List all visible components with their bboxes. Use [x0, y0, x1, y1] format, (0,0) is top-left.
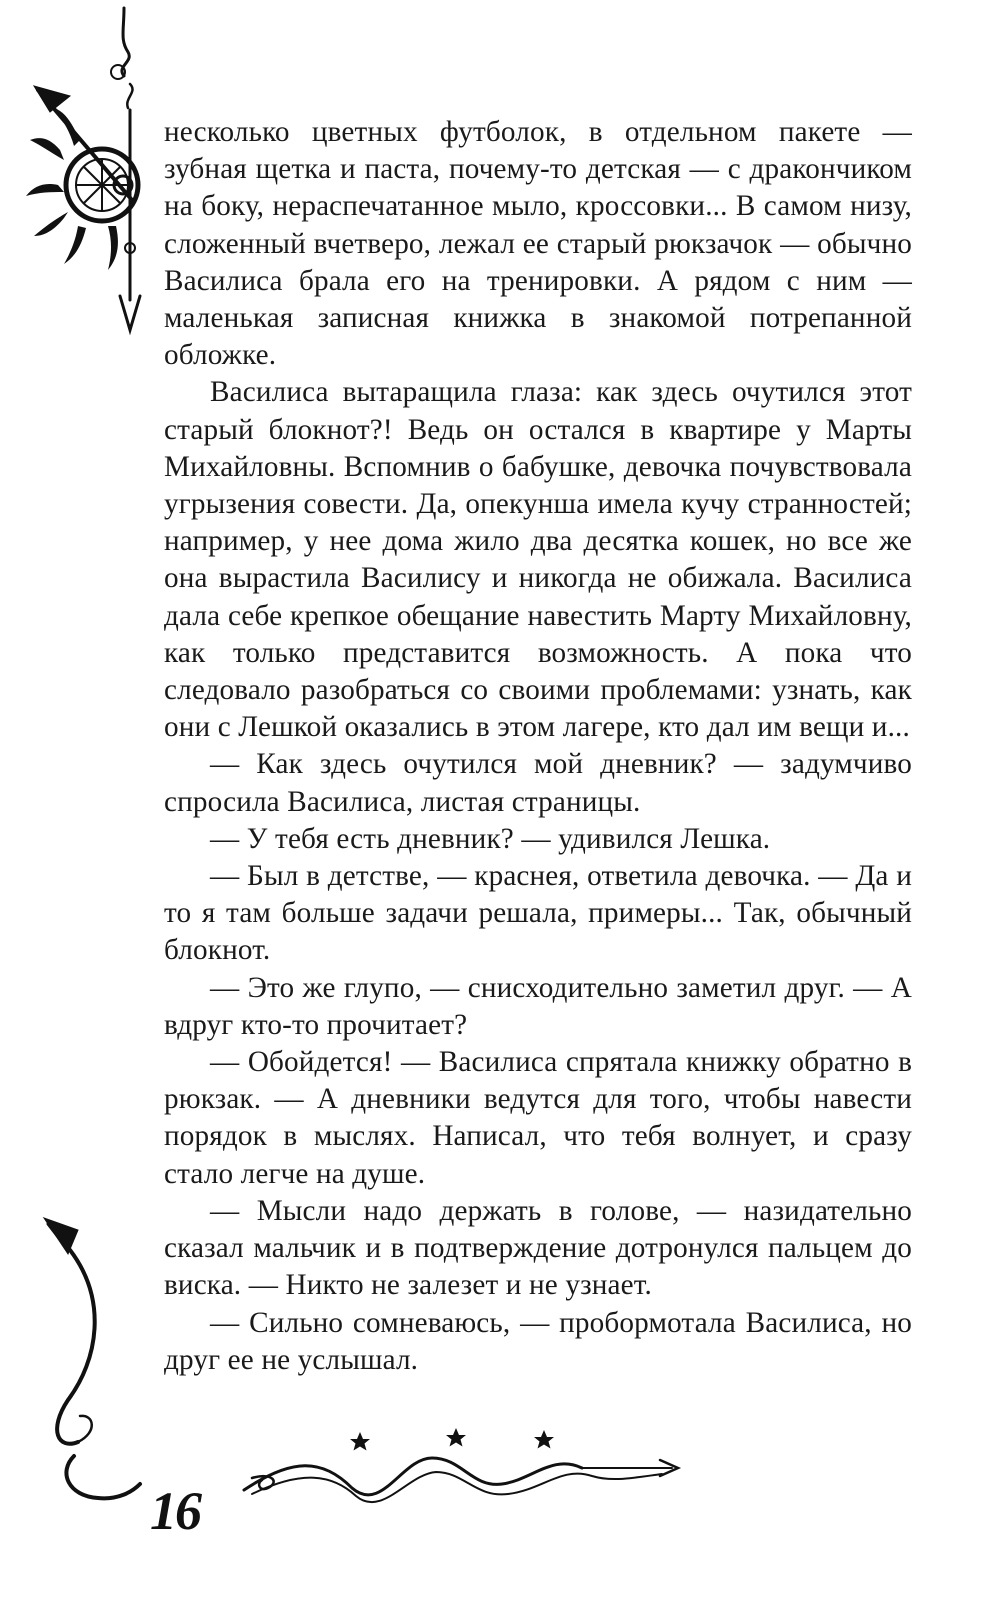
wave-stars-arrow-icon	[232, 1418, 702, 1518]
paragraph-3: — Как здесь очутился мой дневник? — задумчиво спросила Василиса, листая страницы.	[164, 748, 912, 818]
paragraph-4: — У тебя есть дневник? — удивился Лешка.	[210, 822, 771, 855]
compass-sun-arrow-icon	[20, 0, 170, 350]
paragraph-8: — Мысли надо держать в голове, — назидательно сказал мальчик и в подтверждение дотронулся пальцем до виска. — Никто не залезет и не узнает.	[164, 1194, 912, 1302]
paragraph-7: — Обойдется! — Василиса спрятала книжку обратно в рюкзак. — А дневники ведутся для того, чтобы навести порядок в мыслях. Написал, что тебя волнует, и сразу стало легче на душе.	[164, 1046, 912, 1190]
paragraph-1: несколько цветных футболок, в отдельном пакете — зубная щетка и паста, почему-то детская — с дракончиком на боку, нераспечатанное мыло, кроссовки... В самом низу, сложенный вчетверо, лежал ее старый рюкзачок — обычно Василиса брала его на тренировки. А рядом с ним — маленькая записная книжка в знакомой потрепанной обложке.	[164, 116, 912, 372]
curl-arrow-icon	[28, 1210, 158, 1510]
text-block	[164, 114, 912, 1379]
paragraph-6: — Это же глупо, — снисходительно заметил друг. — А вдруг кто-то прочитает?	[164, 971, 912, 1041]
paragraph-2: Василиса вытаращила глаза: как здесь очутился этот старый блокнот?! Ведь он остался в квартире у Марты Михайловны. Вспомнив о бабушке, девочка почувствовала угрызения совести. Да, опекунша имела кучу странностей; например, у нее дома жило два десятка кошек, но все же она вырастила Василису и никогда не обижала. Василиса дала себе крепкое обещание навестить Марту Михайловну, как только представится возможность. А пока что следовало разобраться со своими проблемами: узнать, как они с Лешкой оказались в этом лагере, кто дал им вещи и...	[164, 376, 912, 744]
paragraph-9: — Сильно сомневаюсь, — пробормотала Василиса, но друг ее не услышал.	[164, 1306, 912, 1376]
paragraph-5: — Был в детстве, — краснея, ответила девочка. — Да и то я там больше задачи решала, примеры... Так, обычный блокнот.	[164, 860, 912, 967]
page-number: 16	[150, 1481, 200, 1541]
